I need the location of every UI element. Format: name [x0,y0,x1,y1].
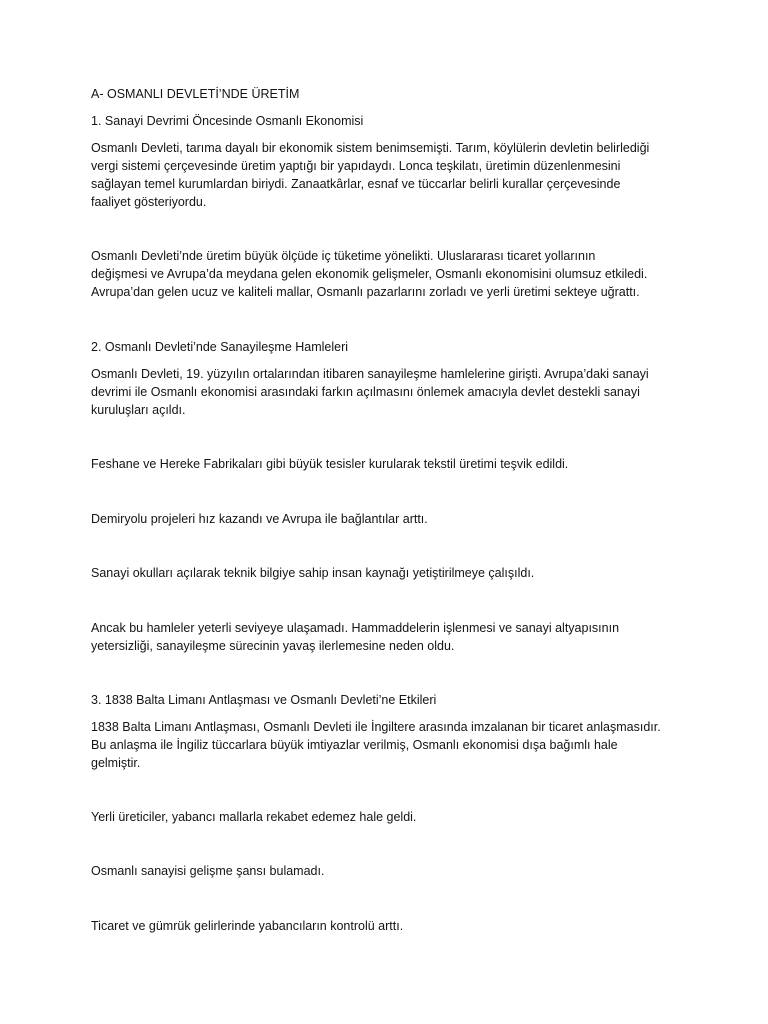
paragraph-line: değişmesi ve Avrupa’da meydana gelen ekonomik gelişmeler, Osmanlı ekonomisini olumsuz etkiledi. [91,267,648,281]
paragraph-line: yetersizliği, sanayileşme sürecinin yavaş ilerlemesine neden oldu. [91,639,455,653]
paragraph-line: kuruluşları açıldı. [91,403,186,417]
section-2-paragraph-2: Feshane ve Hereke Fabrikaları gibi büyük tesisler kurularak tekstil üretimi teşvik edildi. [91,457,569,471]
section-3-heading: 3. 1838 Balta Limanı Antlaşması ve Osmanlı Devleti’ne Etkileri [91,693,437,707]
section-3-paragraph-4: Ticaret ve gümrük gelirlerinde yabancıların kontrolü arttı. [91,919,404,933]
paragraph-line: gelmiştir. [91,756,141,770]
paragraph-line: Osmanlı Devleti’nde üretim büyük ölçüde iç tüketime yönelikti. Uluslararası ticaret yollarının [91,249,596,263]
paragraph-line: sağlayan temel kurumlardan biriydi. Zanaatkârlar, esnaf ve tüccarlar belirli kurallar çerçevesinde [91,177,621,191]
paragraph-line: Ancak bu hamleler yeterli seviyeye ulaşamadı. Hammaddelerin işlenmesi ve sanayi altyapısının [91,621,620,635]
paragraph-line: Osmanlı Devleti, 19. yüzyılın ortalarından itibaren sanayileşme hamlelerine girişti. Avrupa’daki sanayi [91,367,649,381]
section-2-paragraph-4: Sanayi okulları açılarak teknik bilgiye sahip insan kaynağı yetiştirilmeye çalışıldı. [91,566,535,580]
paragraph-line: Avrupa’dan gelen ucuz ve kaliteli mallar, Osmanlı pazarlarını zorladı ve yerli üretimi sekteye uğrattı. [91,285,640,299]
section-1-heading: 1. Sanayi Devrimi Öncesinde Osmanlı Ekonomisi [91,114,364,128]
document-title: A- OSMANLI DEVLETİ’NDE ÜRETİM [91,87,300,101]
paragraph-line: Osmanlı Devleti, tarıma dayalı bir ekonomik sistem benimsemişti. Tarım, köylülerin devletin belirlediği [91,141,650,155]
section-3-paragraph-2: Yerli üreticiler, yabancı mallarla rekabet edemez hale geldi. [91,810,417,824]
paragraph-line: 1838 Balta Limanı Antlaşması, Osmanlı Devleti ile İngiltere arasında imzalanan bir ticaret anlaşmasıdır. [91,720,661,734]
paragraph-line: Bu anlaşma ile İngiliz tüccarlara büyük imtiyazlar verilmiş, Osmanlı ekonomisi dışa bağımlı hale [91,738,618,752]
paragraph-line: faaliyet gösteriyordu. [91,195,207,209]
section-3-paragraph-3: Osmanlı sanayisi gelişme şansı bulamadı. [91,864,325,878]
paragraph-line: devrimi ile Osmanlı ekonomisi arasındaki farkın açılmasını önlemek amacıyla devlet destekli sanayi [91,385,640,399]
paragraph-line: vergi sistemi çerçevesinde üretim yaptığı bir yapıdaydı. Lonca teşkilatı, üretimin düzenlenmesini [91,159,621,173]
section-2-heading: 2. Osmanlı Devleti’nde Sanayileşme Hamleleri [91,340,349,354]
document-page [91,0,691,1024]
section-2-paragraph-3: Demiryolu projeleri hız kazandı ve Avrupa ile bağlantılar arttı. [91,512,428,526]
